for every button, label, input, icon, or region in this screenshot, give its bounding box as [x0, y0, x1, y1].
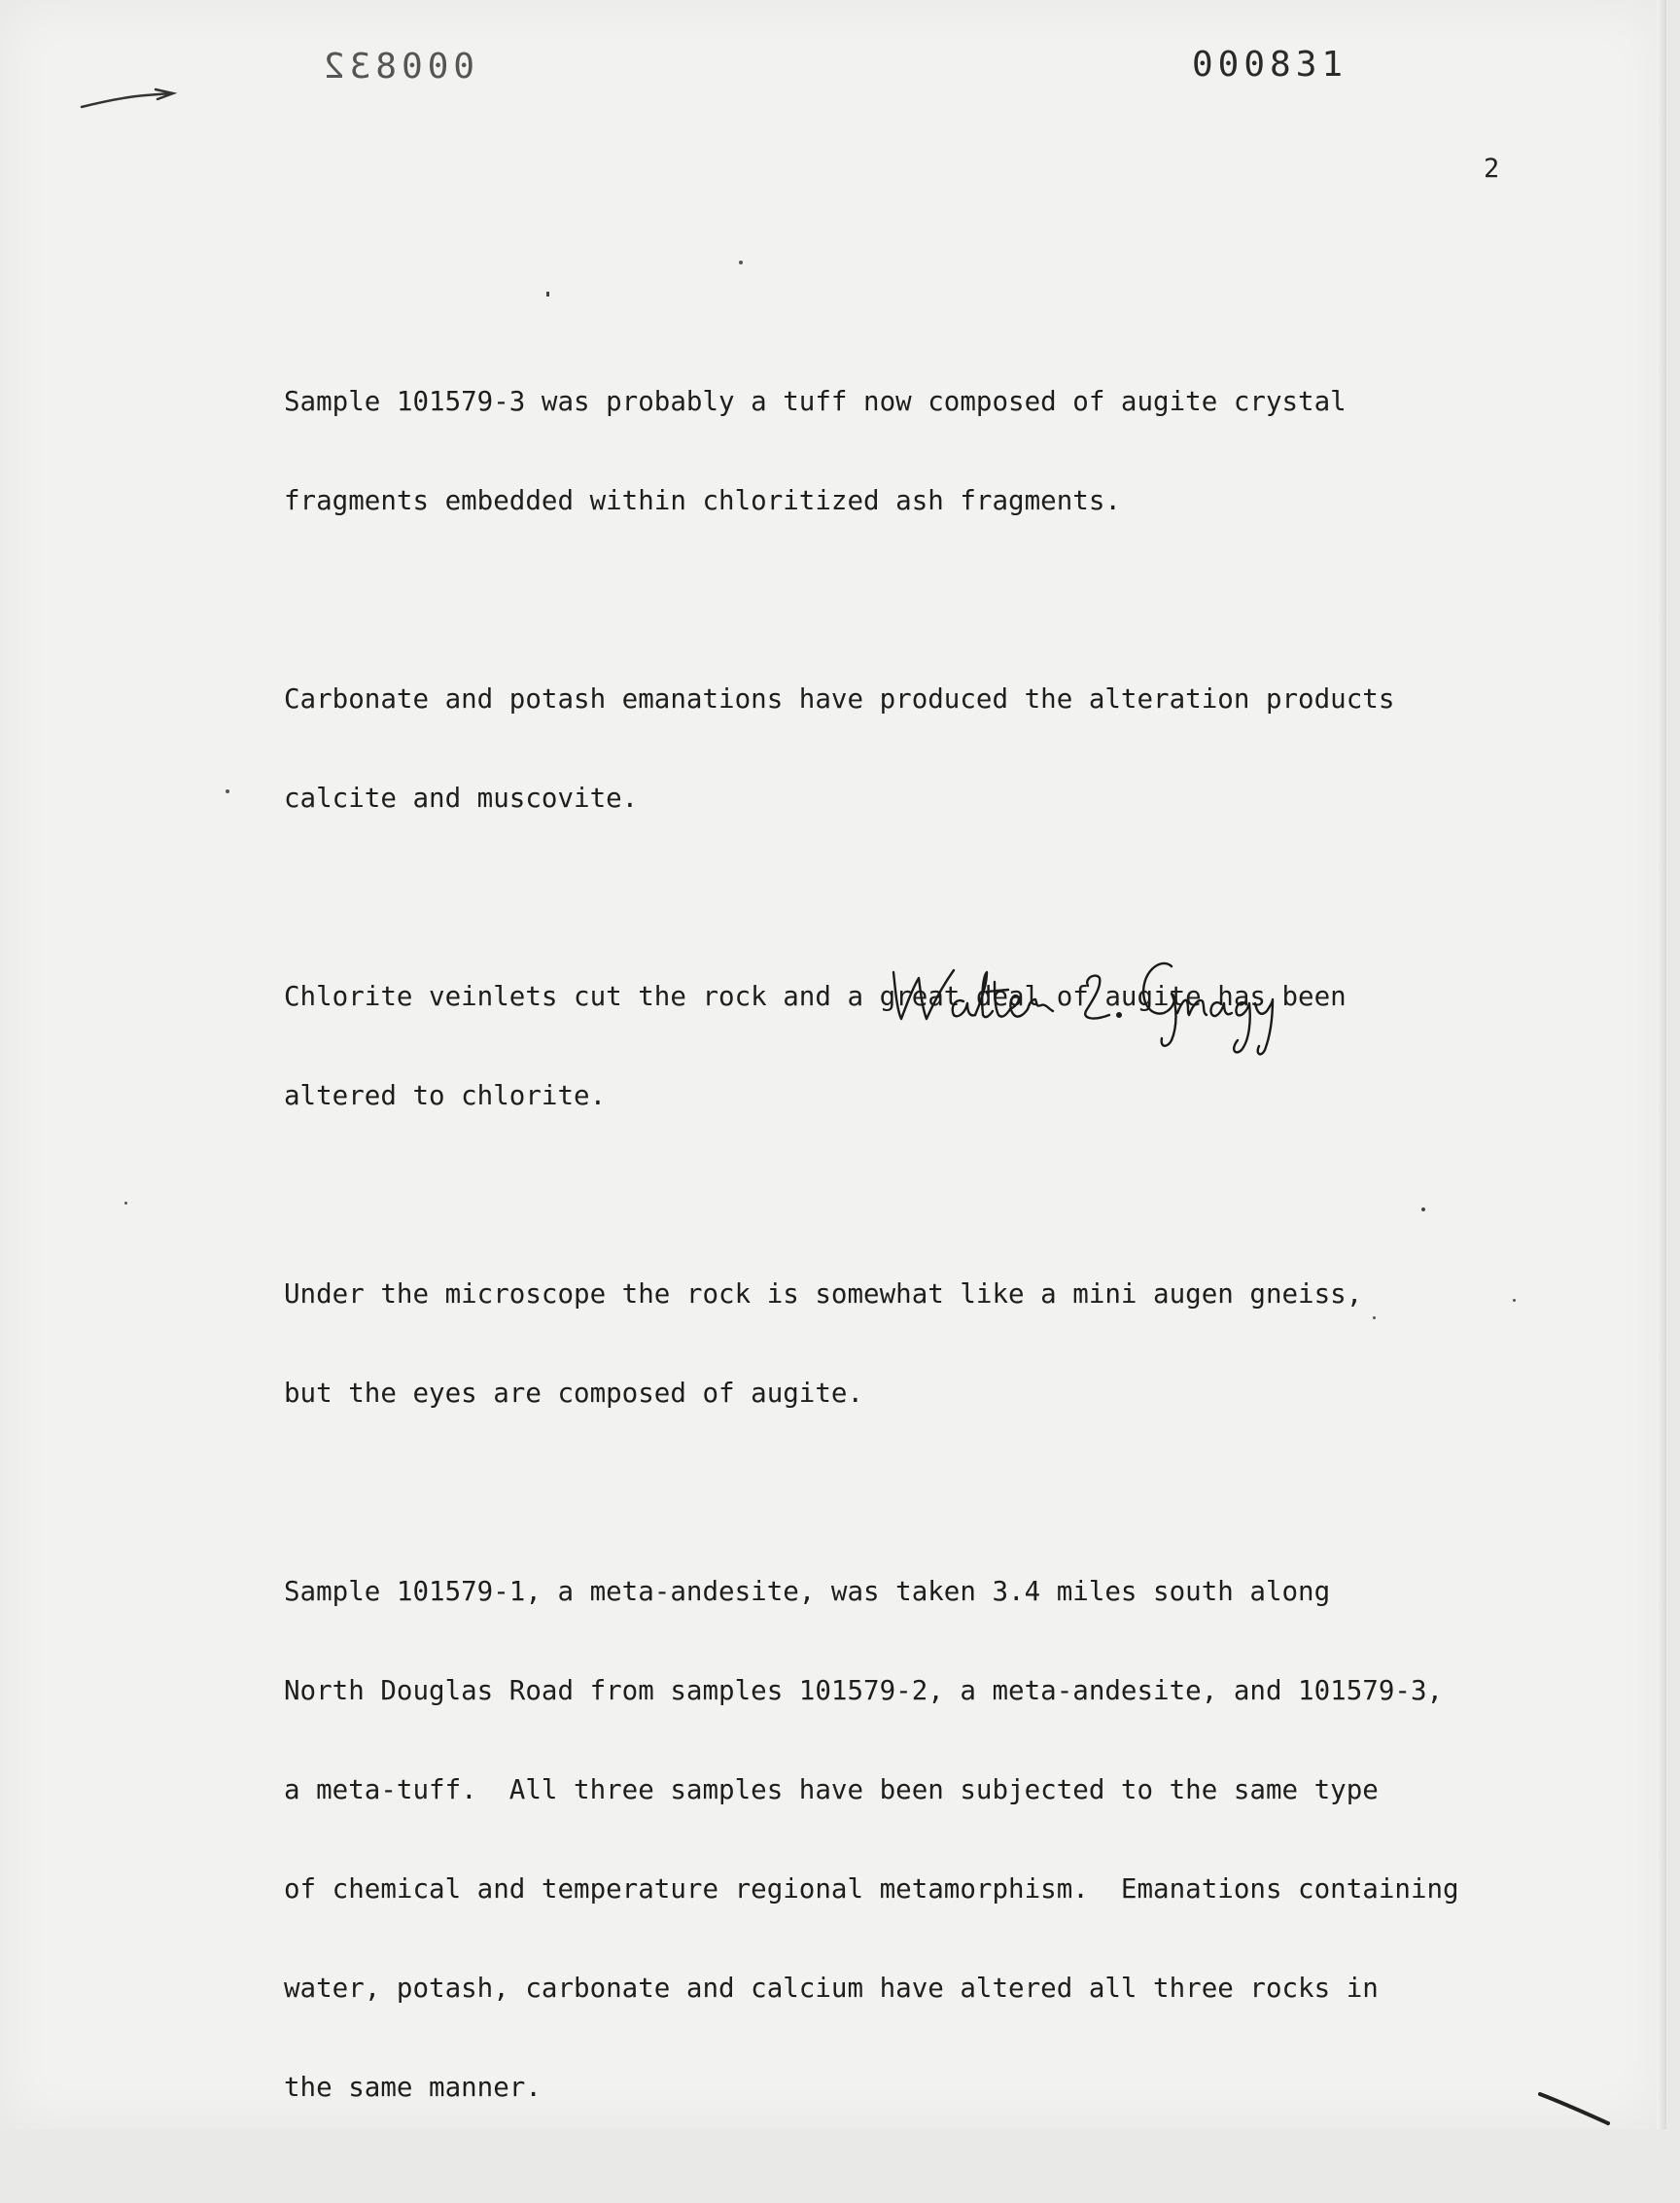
- text-line: Sample 101579-1, a meta-andesite, was taken 3.4 miles south along: [284, 1576, 1331, 1607]
- paragraph: [284, 319, 1499, 583]
- text-line: Sample 101579-3 was probably a tuff now composed of augite crystal: [284, 386, 1347, 417]
- handwritten-signature: [880, 933, 1298, 1060]
- page-number: 2: [1484, 154, 1500, 184]
- text-line: but the eyes are composed of augite.: [284, 1378, 864, 1409]
- paragraph: [284, 616, 1499, 881]
- text-line: altered to chlorite.: [284, 1080, 607, 1111]
- text-line: Chlorite veinlets cut the rock and a great deal of augite has been: [284, 981, 1347, 1012]
- text-line: Under the microscope the rock is somewhat like a mini augen gneiss,: [284, 1278, 1363, 1310]
- report-body: [284, 319, 1499, 2203]
- speck: [1513, 1299, 1516, 1302]
- corner-fold-mark-icon: [1536, 2090, 1614, 2129]
- text-line: calcite and muscovite.: [284, 783, 639, 814]
- document-stamp-number: 000831: [1192, 45, 1348, 85]
- text-line: the same manner.: [284, 2072, 542, 2103]
- paragraph: [284, 1211, 1499, 1476]
- speck: [739, 261, 743, 264]
- paragraph: [284, 1509, 1499, 2170]
- text-line: North Douglas Road from samples 101579-2, a meta-andesite, and 101579-3,: [284, 1675, 1444, 1706]
- speck: [124, 1202, 127, 1205]
- text-line: a meta-tuff. All three samples have been subjected to the same type: [284, 1774, 1379, 1805]
- text-line: of chemical and temperature regional metamorphism. Emanations containing: [284, 1873, 1459, 1905]
- speck: [226, 789, 229, 793]
- speck: [546, 292, 549, 297]
- pen-mark-icon: [78, 86, 185, 115]
- mirrored-stamp-number: 000832: [319, 47, 475, 87]
- text-line: fragments embedded within chloritized ash fragments.: [284, 485, 1121, 516]
- speck: [1373, 1316, 1376, 1319]
- text-line: Carbonate and potash emanations have produced the alteration products: [284, 683, 1395, 715]
- speck: [1421, 1207, 1425, 1211]
- text-line: water, potash, carbonate and calcium have altered all three rocks in: [284, 1973, 1379, 2004]
